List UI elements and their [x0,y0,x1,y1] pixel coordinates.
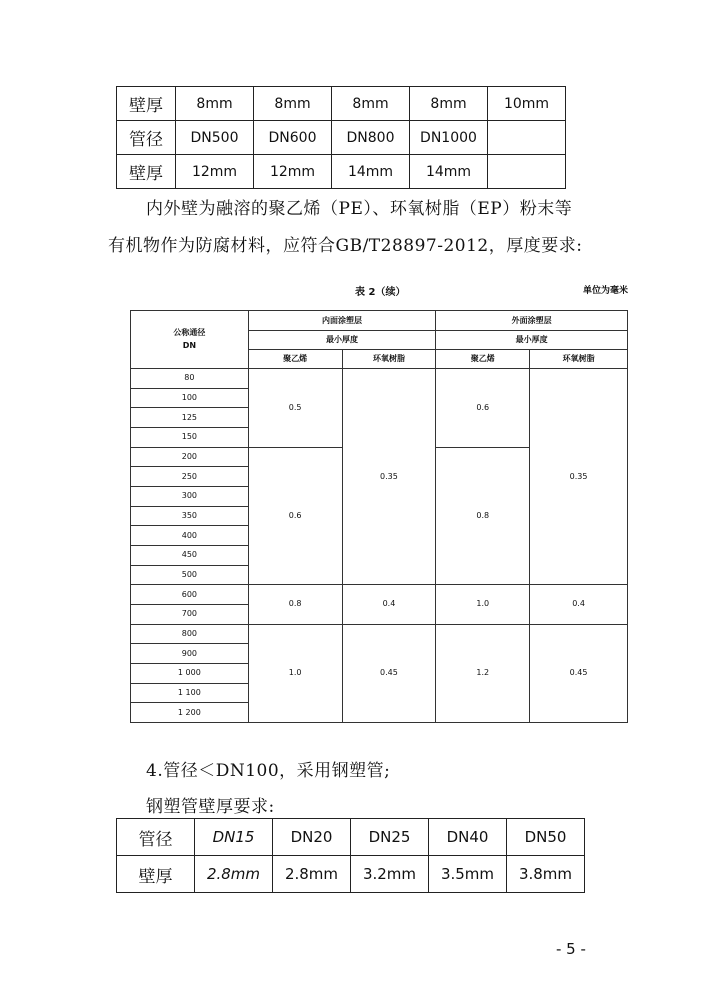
outer-ep-value: 0.45 [530,624,628,722]
dn-header [131,311,249,369]
outer-coating-header: 外面涂塑层 [436,311,628,331]
table-cell: DN40 [429,819,507,856]
table-cell: 8mm [410,87,488,121]
table-cell: DN500 [176,121,254,155]
table-cell: 8mm [176,87,254,121]
table-title: 表 2（续） [355,287,406,298]
dn-cell: 125 [131,408,249,428]
row-header: 壁厚 [117,155,176,189]
paragraph-line-2: 有机物作为防腐材料，应符合GB/T28897-2012，厚度要求: [108,236,583,256]
table-cell [488,121,566,155]
table-cell: DN25 [351,819,429,856]
table-cell [488,155,566,189]
outer-pe-value: 1.2 [436,624,530,722]
inner-min-thickness-header: 最小厚度 [248,331,436,350]
table-cell: 14mm [410,155,488,189]
table-row [117,87,566,121]
inner-pe-value: 0.5 [248,369,342,448]
table-cell: DN1000 [410,121,488,155]
table-cell: 10mm [488,87,566,121]
table-cell: 12mm [176,155,254,189]
table-cell: 2.8mm [273,856,351,893]
dn-cell: 150 [131,427,249,447]
table-cell: 12mm [254,155,332,189]
table-cell: 3.8mm [507,856,585,893]
inner-pe-value: 0.6 [248,447,342,585]
table-cell: 3.5mm [429,856,507,893]
dn-cell: 700 [131,604,249,624]
table-row [117,819,585,856]
inner-coating-header: 内面涂塑层 [248,311,436,331]
row-header: 管径 [117,121,176,155]
dn-cell: 100 [131,388,249,408]
coating-thickness-table-figure [130,280,628,725]
dn-cell: 200 [131,447,249,467]
dn-cell: 250 [131,467,249,487]
table-row [117,155,566,189]
dn-cell: 900 [131,644,249,664]
table-cell: DN20 [273,819,351,856]
coating-thickness-table [130,310,628,723]
dn-cell: 1 200 [131,703,249,723]
table-cell: 8mm [332,87,410,121]
steel-plastic-thickness-table [116,818,585,893]
item-4-text: 4.管径＜DN100，采用钢塑管; [146,761,391,781]
outer-ep-header: 环氧树脂 [530,350,628,369]
outer-pe-header: 聚乙烯 [436,350,530,369]
dn-cell: 800 [131,624,249,644]
table-row [117,121,566,155]
outer-min-thickness-header: 最小厚度 [436,331,628,350]
table-cell: 2.8mm [195,856,273,893]
steel-plastic-label: 钢塑管壁厚要求: [146,797,275,817]
inner-ep-value: 0.35 [342,369,436,585]
table-cell: 3.2mm [351,856,429,893]
outer-pe-value: 1.0 [436,585,530,624]
table-cell: DN600 [254,121,332,155]
wall-thickness-table-top [116,86,566,189]
inner-ep-value: 0.45 [342,624,436,722]
inner-pe-value: 0.8 [248,585,342,624]
dn-cell: 450 [131,545,249,565]
row-header: 管径 [117,819,195,856]
dn-header-label: 公称通径 [173,328,206,337]
table-cell: 14mm [332,155,410,189]
outer-pe-value: 0.6 [436,369,530,448]
outer-pe-value: 0.8 [436,447,530,585]
dn-cell: 300 [131,486,249,506]
inner-ep-header: 环氧树脂 [342,350,436,369]
table-cell: 8mm [254,87,332,121]
inner-pe-value: 1.0 [248,624,342,722]
row-header: 壁厚 [117,856,195,893]
table-unit: 单位为毫米 [582,286,628,296]
table-cell: DN15 [195,819,273,856]
table-cell: DN800 [332,121,410,155]
page-number: - 5 - [556,940,586,958]
paragraph-line-1: 内外壁为融溶的聚乙烯（PE）、环氧树脂（EP）粉末等 [146,199,573,219]
dn-cell: 1 000 [131,663,249,683]
dn-cell: 500 [131,565,249,585]
inner-ep-value: 0.4 [342,585,436,624]
dn-cell: 350 [131,506,249,526]
dn-cell: 1 100 [131,683,249,703]
dn-cell: 80 [131,369,249,389]
outer-ep-value: 0.35 [530,369,628,585]
inner-pe-header: 聚乙烯 [248,350,342,369]
row-header: 壁厚 [117,87,176,121]
table-row [117,856,585,893]
outer-ep-value: 0.4 [530,585,628,624]
dn-cell: 400 [131,526,249,546]
dn-header-unit: DN [182,341,197,350]
table-cell: DN50 [507,819,585,856]
dn-cell: 600 [131,585,249,605]
